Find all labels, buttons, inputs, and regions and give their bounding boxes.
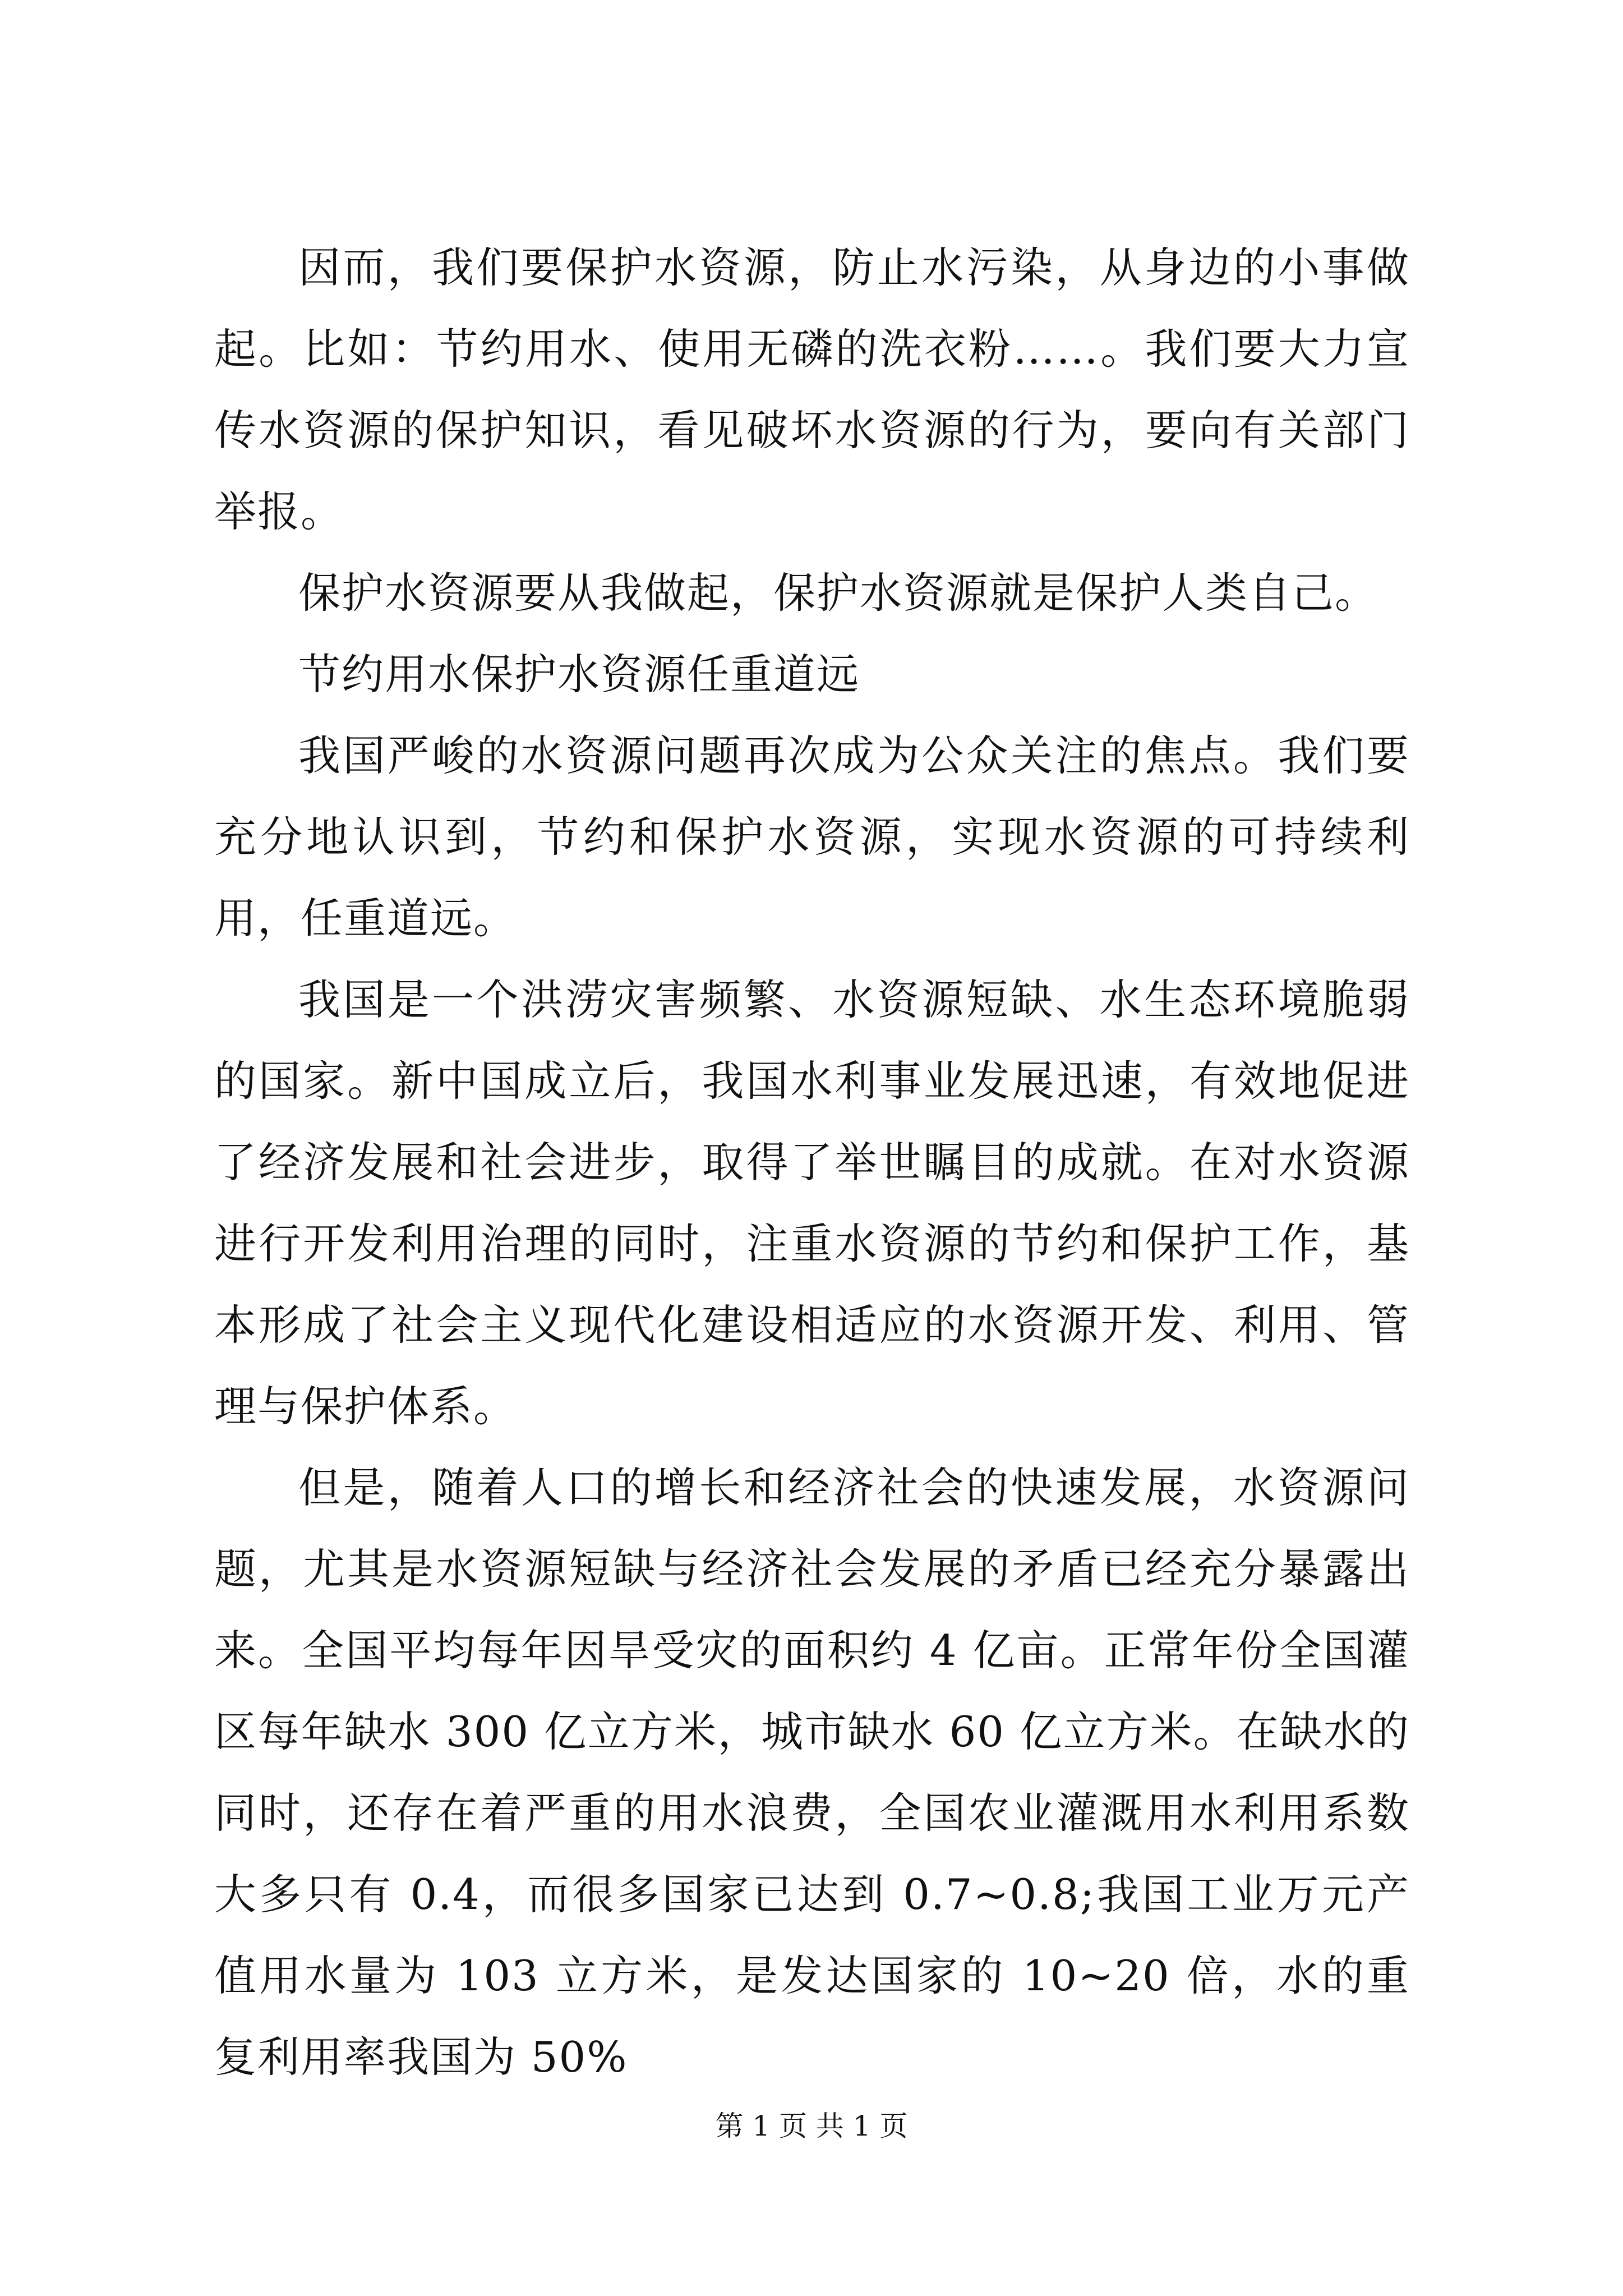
paragraph-3: 我国严峻的水资源问题再次成为公众关注的焦点。我们要充分地认识到，节约和保护水资源，实现水资源的可持续利用，任重道远。: [214, 731, 1410, 943]
paragraph-1: 因而，我们要保护水资源，防止水污染，从身边的小事做起。比如：节约用水、使用无磷的洗衣粉……。我们要大力宣传水资源的保护知识，看见破坏水资源的行为，要向有关部门举报。: [214, 243, 1410, 536]
paragraph-4: 我国是一个洪涝灾害频繁、水资源短缺、水生态环境脆弱的国家。新中国成立后，我国水利事业发展迅速，有效地促进了经济发展和社会进步，取得了举世瞩目的成就。在对水资源进行开发利用治理的同时，注重水资源的节约和保护工作，基本形成了社会主义现代化建设相适应的水资源开发、利用、管理与保护体系。: [214, 975, 1410, 1431]
paragraph-2: 保护水资源要从我做起，保护水资源就是保护人类自己。: [298, 568, 1378, 618]
page-footer: 第 1 页 共 1 页: [715, 2110, 908, 2142]
section-heading: 节约用水保护水资源任重道远: [298, 650, 860, 699]
document-body: [214, 227, 1410, 2098]
paragraph-5: 但是，随着人口的增长和经济社会的快速发展，水资源问题，尤其是水资源短缺与经济社会发展的矛盾已经充分暴露出来。全国平均每年因旱受灾的面积约 4 亿亩。正常年份全国灌区每年缺水 300 亿立方米，城市缺水 60 亿立方米。在缺水的同时，还存在着严重的用水浪费，全国农业灌溉用水利用系数大多只有 0.4，而很多国家已达到 0.7~0.8;我国工业万元产值用水量为 103 立方米，是发达国家的 10~20 倍，水的重复利用率我国为 50%: [214, 1463, 1410, 2082]
